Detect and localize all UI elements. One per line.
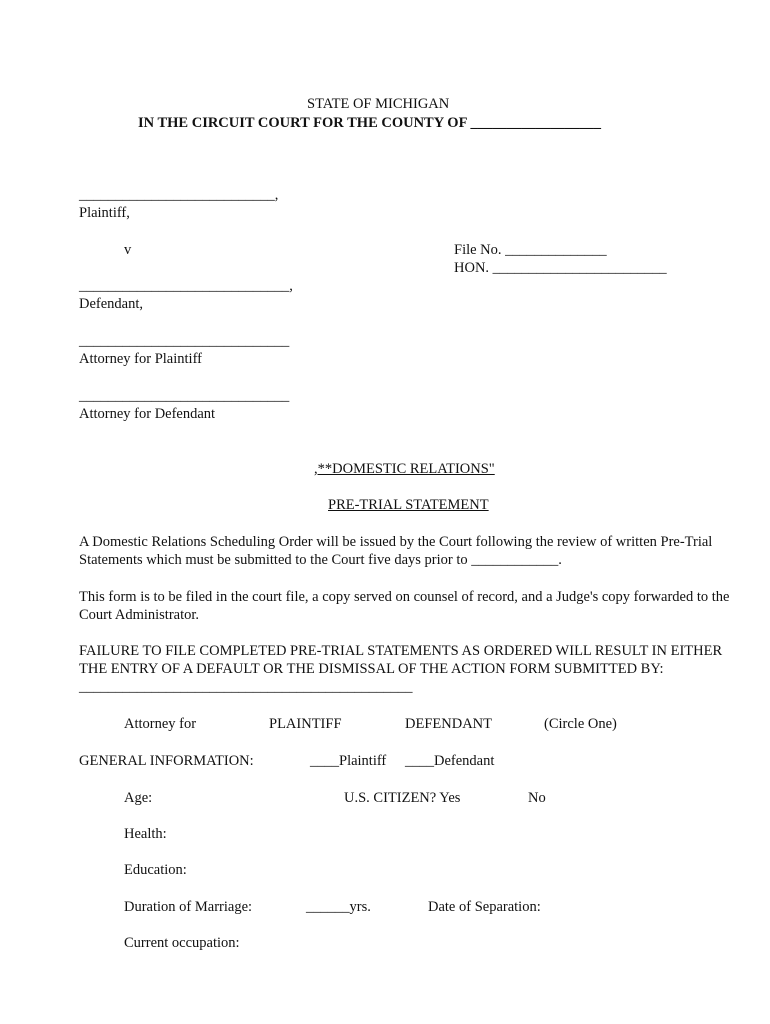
attorney-plaintiff-line: _____________________________ [79,333,290,349]
occupation-label: Current occupation: [124,935,240,951]
document-title-domestic: ,**DOMESTIC RELATIONS" [314,461,495,477]
plaintiff-name-line: ___________________________, [79,187,279,203]
circle-one-note: (Circle One) [544,716,617,732]
state-heading: STATE OF MICHIGAN [307,96,450,112]
marriage-duration-label: Duration of Marriage: [124,899,253,915]
court-heading: IN THE CIRCUIT COURT FOR THE COUNTY OF __________________ [138,115,602,131]
marriage-years-field: ______yrs. [306,899,371,915]
citizen-no-option: No [528,790,546,806]
judge-field: HON. ________________________ [454,260,667,276]
versus-label: v [124,242,132,258]
plaintiff-option: PLAINTIFF [269,716,342,732]
defendant-name-line: _____________________________, [79,278,293,294]
general-plaintiff-option: ____Plaintiff [310,753,387,769]
attorney-defendant-label: Attorney for Defendant [79,406,216,422]
general-defendant-option: ____Defendant [405,753,495,769]
separation-date-label: Date of Separation: [428,899,541,915]
attorney-defendant-line: _____________________________ [79,388,290,404]
education-label: Education: [124,862,187,878]
defendant-option: DEFENDANT [405,716,492,732]
filing-paragraph: This form is to be filed in the court file, a copy served on counsel of record, and a Judge's copy forwarded to the Court Administrator. [79,589,730,623]
citizen-question: U.S. CITIZEN? Yes [344,790,461,806]
plaintiff-label: Plaintiff, [79,205,130,221]
defendant-label: Defendant, [79,296,144,312]
file-number-field: File No. ______________ [454,242,607,258]
attorney-plaintiff-label: Attorney for Plaintiff [79,351,202,367]
health-label: Health: [124,826,167,842]
scheduling-paragraph: A Domestic Relations Scheduling Order will be issued by the Court following the review of written Pre-Trial Statements which must be submitted to the Court five days prior to ____________. [79,534,713,568]
failure-warning-paragraph: FAILURE TO FILE COMPLETED PRE-TRIAL STATEMENTS AS ORDERED WILL RESULT IN EITHER THE ENTRY OF A DEFAULT OR THE DISMISSAL OF THE ACTION FORM SUBMITTED BY: ______________________________________________ [79,643,723,695]
general-info-heading: GENERAL INFORMATION: [79,753,254,769]
document-title-pretrial: PRE-TRIAL STATEMENT [328,497,489,513]
attorney-for-label: Attorney for [124,716,197,732]
age-label: Age: [124,790,153,806]
